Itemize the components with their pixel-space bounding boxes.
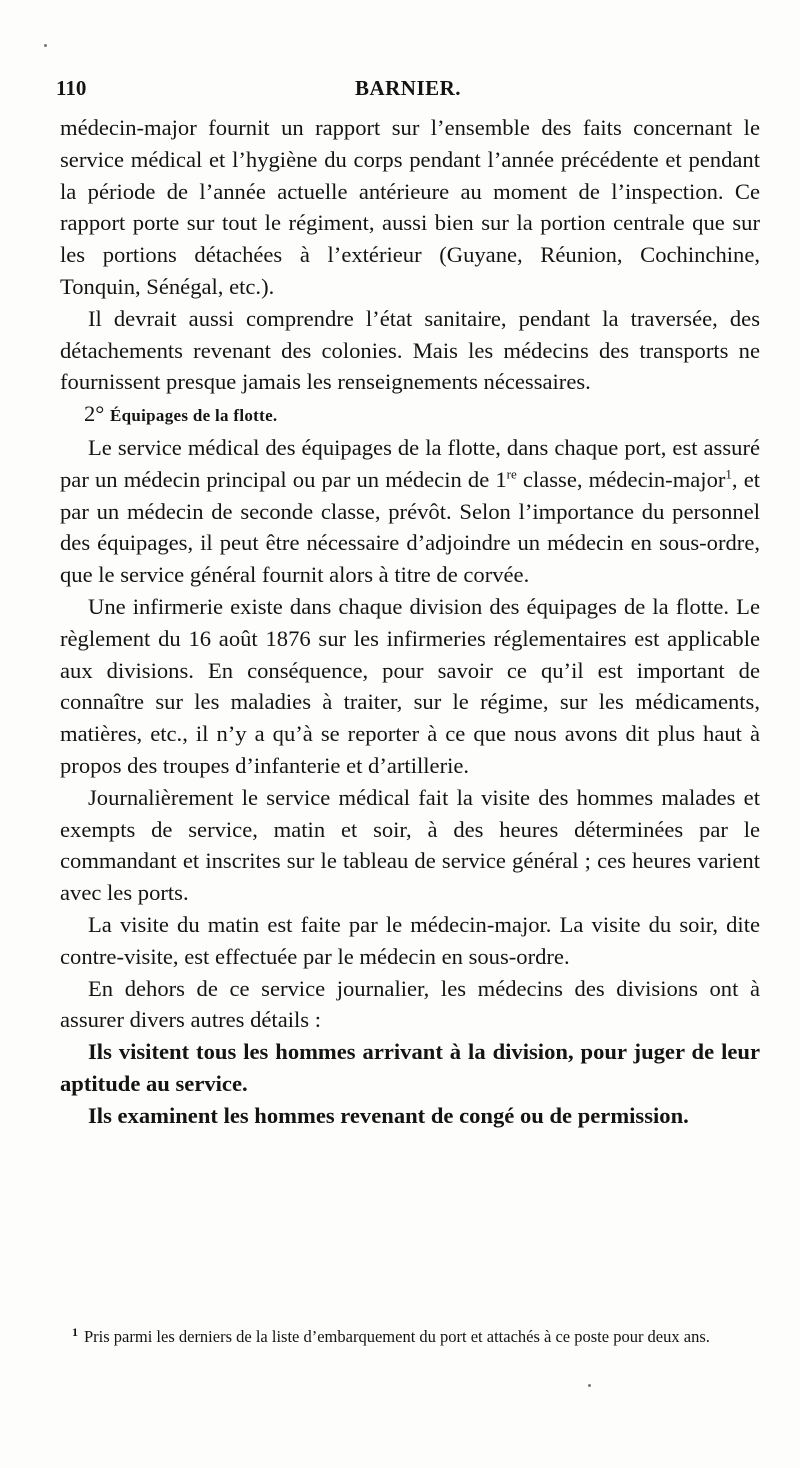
- paragraph: Ils examinent les hommes revenant de congé ou de permission.: [88, 1102, 689, 1128]
- running-head: BARNIER.: [354, 76, 462, 100]
- paragraph: [60, 432, 760, 591]
- footnote-text: Pris parmi les derniers de la liste d’embarquement du port et attachés à ce poste pour deux ans.: [84, 1327, 710, 1346]
- paragraph: En dehors de ce service journalier, les médecins des divisions ont à assurer divers autres détails :: [60, 975, 760, 1033]
- superscript: re: [506, 466, 517, 482]
- paragraph: Une infirmerie existe dans chaque division des équipages de la flotte. Le règlement du 16 août 1876 sur les infirmeries réglementaires est applicable aux divisions. En conséquence, pour savoir ce qu’il est important de connaître sur les maladies à traiter, sur le régime, sur les médicaments, matières, etc., il n’y a qu’à se reporter à ce que nous avons dit plus haut à propos des troupes d’infanterie et d’artillerie.: [60, 593, 760, 778]
- section-heading: [60, 398, 760, 432]
- paragraph: médecin-major fournit un rapport sur l’ensemble des faits concernant le service médical et l’hygiène du corps pendant l’année précédente et pendant la période de l’année actuelle antérieure au moment de l’inspection. Ce rapport porte sur tout le régiment, aussi bien sur la portion centrale que sur les portions détachées à l’extérieur (Guyane, Réunion, Cochinchine, Tonquin, Sénégal, etc.).: [60, 115, 760, 299]
- paper-speck: [588, 1384, 591, 1387]
- paragraph: Il devrait aussi comprendre l’état sanitaire, pendant la traversée, des détachements revenant des colonies. Mais les médecins des transports ne fournissent presque jamais les renseignements nécessaires.: [60, 305, 760, 395]
- paragraph: Journalièrement le service médical fait la visite des hommes malades et exempts de service, matin et soir, à des heures déterminées par le commandant et inscrites sur le tableau de service général ; ces heures varient avec les ports.: [60, 784, 760, 906]
- paper-speck: [44, 44, 47, 47]
- text-run: Le service médical des équipages de la flotte, dans chaque port, est assuré par un médecin principal ou par un médecin de 1: [60, 434, 760, 492]
- body-text: [60, 112, 760, 1132]
- text-run: , et par un médecin de seconde classe, prévôt. Selon l’importance du personnel des équipages, il peut être nécessaire d’adjoindre un médecin en sous-ordre, que le service général fournit alors à titre de corvée.: [60, 466, 760, 588]
- paragraph: Ils visitent tous les hommes arrivant à la division, pour juger de leur aptitude au service.: [60, 1039, 760, 1096]
- section-title: Équipages de la flotte.: [110, 406, 278, 426]
- footnote-reference: 1: [725, 466, 732, 482]
- text-run: classe, médecin-major: [516, 466, 726, 492]
- page-header: [56, 76, 760, 106]
- footnote-marker: 1: [72, 1324, 78, 1339]
- section-number: 2°: [84, 401, 105, 427]
- page-number: 110: [56, 76, 87, 100]
- paragraph: La visite du matin est faite par le médecin-major. La visite du soir, dite contre-visite, est effectuée par le médecin en sous-ordre.: [60, 911, 760, 969]
- footnote: [60, 1325, 760, 1348]
